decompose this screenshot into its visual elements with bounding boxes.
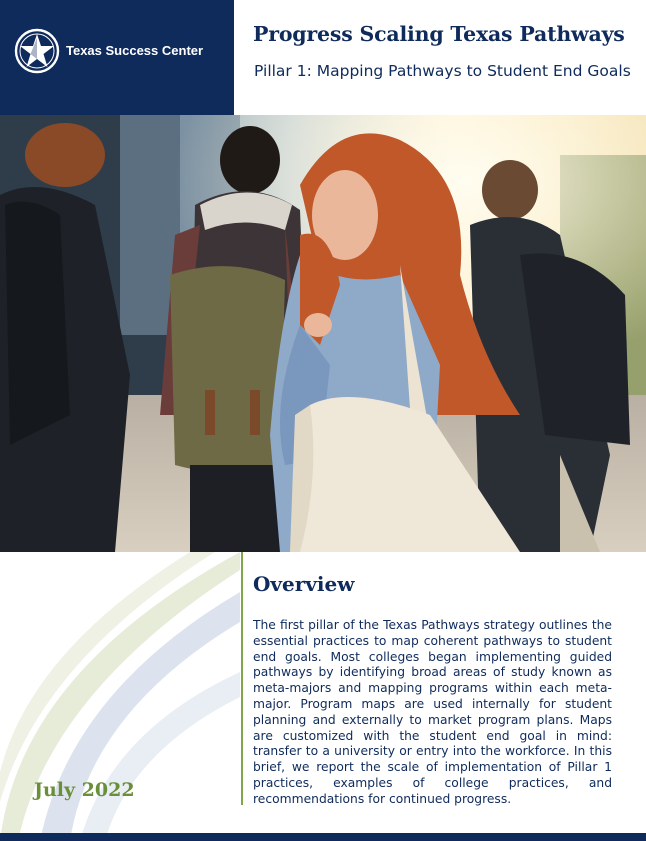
page-title: Progress Scaling Texas Pathways <box>253 22 625 46</box>
cover-photo <box>0 115 646 552</box>
publication-date: July 2022 <box>34 779 135 801</box>
overview-heading: Overview <box>253 572 355 596</box>
star-seal-icon <box>14 28 60 74</box>
footer-bar <box>0 833 646 841</box>
page-subtitle: Pillar 1: Mapping Pathways to Student End Goals <box>254 62 631 80</box>
logo-banner <box>0 0 234 115</box>
overview-body: The first pillar of the Texas Pathways strategy outlines the essential practices to map coherent pathways to student end goals. Most colleges began implementing guided pathways by identifying broad areas of study known as meta-majors and mapping programs within each meta-major. Program maps are used internally for student planning and externally to market program plans. Maps are customized with the student end goal in mind: transfer to a university or entry into the workforce. In this brief, we report the scale of implementation of Pillar 1 practices, examples of college practices, and recommendations for continued progress. <box>253 618 612 806</box>
section-divider <box>241 552 243 805</box>
logo-text: Texas Success Center <box>66 43 204 58</box>
